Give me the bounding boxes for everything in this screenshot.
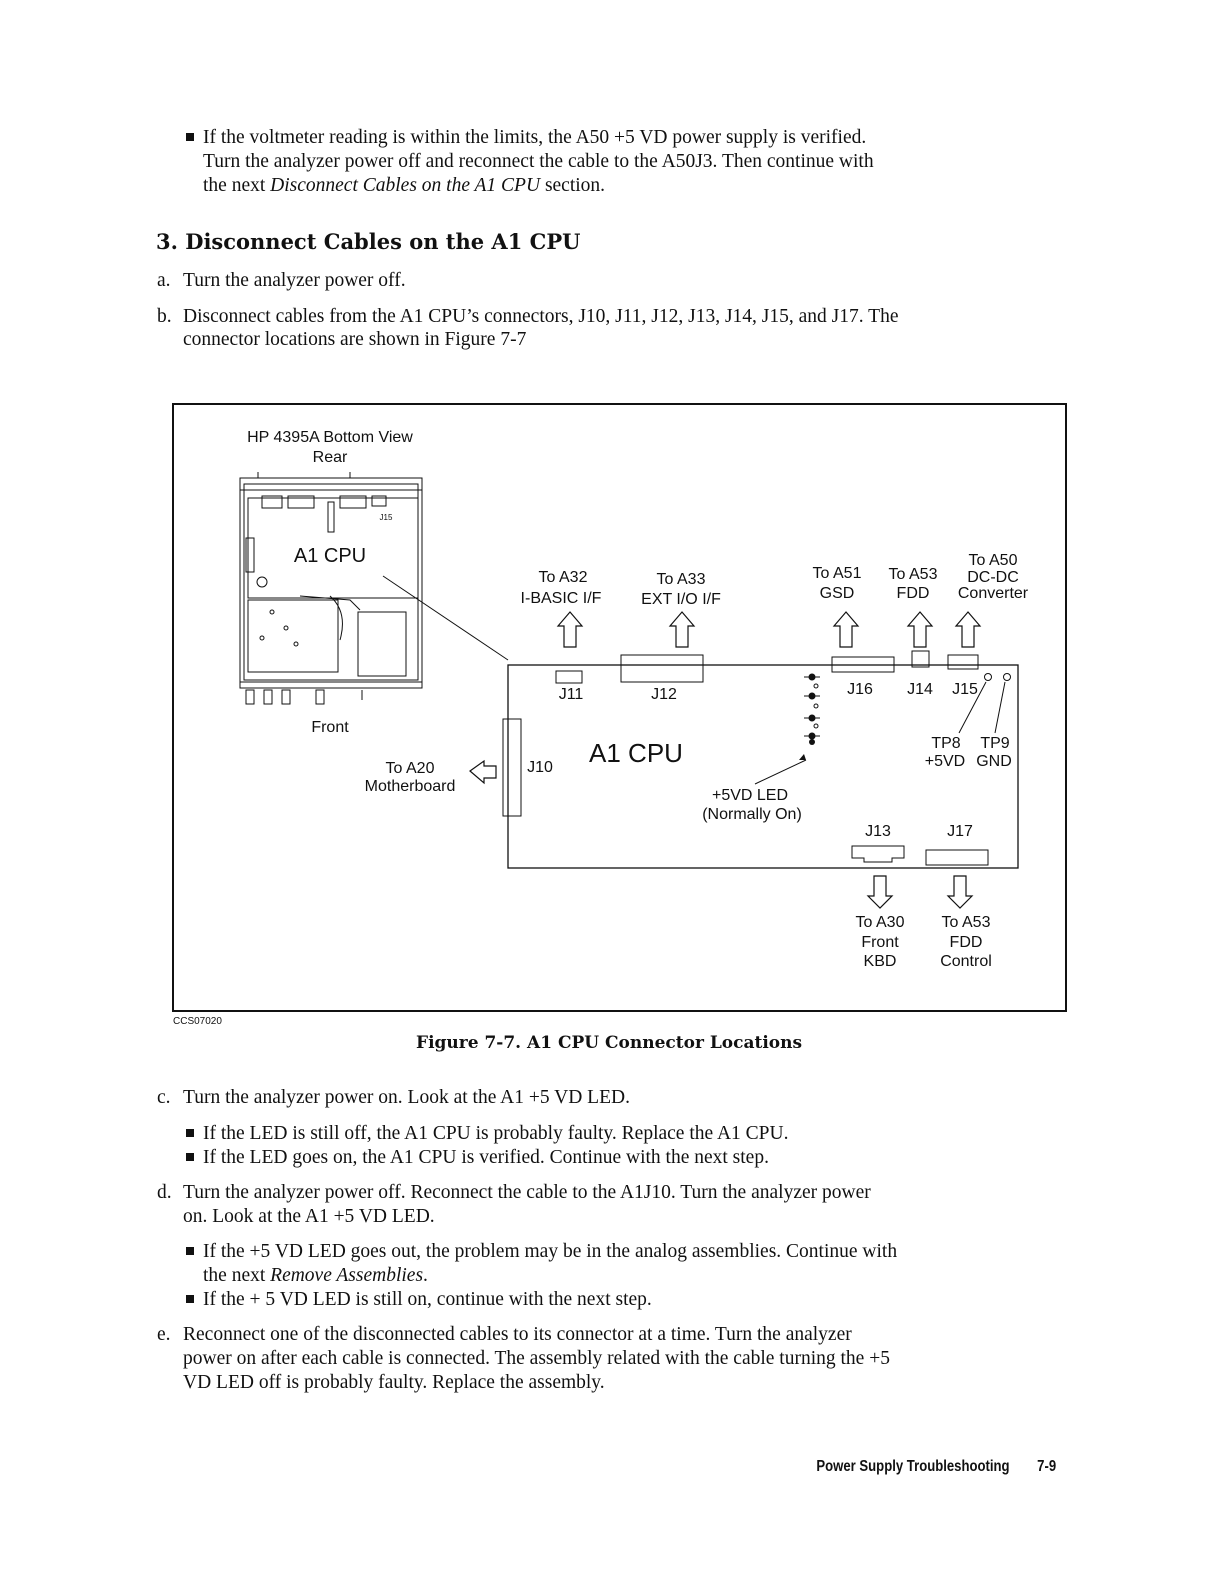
step-c-bullet-2: If the LED goes on, the A1 CPU is verified. Continue with the next step.	[203, 1147, 769, 1168]
up-arrows	[558, 612, 980, 647]
step-e-line-2: power on after each cable is connected. The assembly related with the cable turning the +5	[183, 1348, 890, 1369]
down-arrow-a30-icon	[868, 876, 892, 908]
to-a20-label: To A20	[385, 760, 435, 777]
tp8-label: TP8	[931, 735, 961, 752]
step-d-line-2: on. Look at the A1 +5 VD LED.	[183, 1206, 435, 1227]
front-kbd-label-1: Front	[861, 934, 899, 951]
step-b-line-2: connector locations are shown in Figure 7-7	[183, 329, 527, 350]
led-callout-line	[755, 760, 806, 784]
bullet-icon	[186, 1129, 194, 1137]
step-c-bullet-1: If the LED is still off, the A1 CPU is probably faulty. Replace the A1 CPU.	[203, 1123, 789, 1144]
gsd-label: GSD	[819, 585, 855, 602]
to-a33-label: To A33	[656, 571, 706, 588]
step-c-text: Turn the analyzer power on. Look at the A1 +5 VD LED.	[183, 1087, 630, 1108]
intro-line-3-post: section.	[540, 175, 606, 196]
up-arrow-a32-icon	[558, 612, 582, 647]
dcdc-label: DC-DC	[967, 569, 1019, 586]
step-e-line-3: VD LED off is probably faulty. Replace the assembly.	[183, 1372, 605, 1393]
step-d-bullet-2: If the + 5 VD LED is still on, continue with the next step.	[203, 1289, 652, 1310]
callout-line	[383, 576, 508, 660]
intro-line-2: Turn the analyzer power off and reconnect the cable to the A50J3. Then continue with	[203, 151, 874, 172]
mini-j15-label: J15	[379, 513, 393, 522]
footer-page-number: 7-9	[1037, 1458, 1056, 1475]
motherboard-label: Motherboard	[364, 778, 456, 795]
ibasic-label: I-BASIC I/F	[520, 590, 602, 607]
step-b-letter: b.	[157, 306, 172, 327]
step-e-letter: e.	[157, 1324, 171, 1345]
step-d-bullet-1-pre: the next	[203, 1265, 271, 1286]
up-arrow-a50-icon	[956, 612, 980, 647]
up-arrow-a33-icon	[670, 612, 694, 647]
j10-connector	[503, 719, 521, 816]
bullet-icon	[186, 1247, 194, 1255]
led-normally-on-label: (Normally On)	[702, 806, 802, 823]
tp8-point	[985, 674, 992, 681]
mini-a1cpu-label: A1 CPU	[293, 545, 367, 567]
intro-line-3-pre: the next	[203, 175, 271, 196]
led-callout-arrowhead	[799, 754, 806, 760]
view-title: HP 4395A Bottom View	[247, 429, 413, 446]
down-arrows	[868, 876, 972, 908]
view-front-label: Front	[311, 719, 349, 736]
to-a50-label: To A50	[968, 552, 1018, 569]
j10-label: J10	[527, 759, 553, 776]
to-a51-label: To A51	[812, 565, 862, 582]
fdd-bottom-label: FDD	[949, 934, 983, 951]
to-a53-top-label: To A53	[888, 566, 938, 583]
step-a-text: Turn the analyzer power off.	[183, 270, 406, 291]
bullet-icon	[186, 1295, 194, 1303]
tp9-callout-line	[995, 682, 1005, 733]
to-a53-bottom-label: To A53	[941, 914, 991, 931]
ext-io-label: EXT I/O I/F	[641, 591, 721, 608]
j15-label: J15	[952, 681, 978, 698]
converter-label: Converter	[957, 585, 1029, 602]
figure-code: CCS07020	[173, 1016, 222, 1027]
led-array	[804, 674, 820, 746]
kbd-label: KBD	[863, 953, 897, 970]
step-d-bullet-1-post: .	[423, 1265, 428, 1286]
instrument-bottom-view-drawing	[240, 472, 422, 704]
step-c-letter: c.	[157, 1087, 171, 1108]
plus5vd-label: +5VD	[924, 753, 966, 770]
led-label: +5VD LED	[711, 787, 789, 804]
j13-label: J13	[865, 823, 891, 840]
up-arrow-a53-icon	[908, 612, 932, 647]
j11-connector	[556, 671, 582, 683]
section-title: 3. Disconnect Cables on the A1 CPU	[156, 229, 581, 254]
board-a1cpu-label: A1 CPU	[589, 738, 683, 768]
j13-connector	[852, 846, 904, 862]
intro-line-1: If the voltmeter reading is within the limits, the A50 +5 VD power supply is verified.	[203, 127, 867, 148]
tp9-point	[1004, 674, 1011, 681]
fdd-top-label: FDD	[896, 585, 930, 602]
to-a32-label: To A32	[538, 569, 588, 586]
left-arrow-a20-icon	[470, 761, 496, 783]
control-label: Control	[940, 953, 992, 970]
j17-connector	[926, 850, 988, 865]
to-a30-label: To A30	[855, 914, 905, 931]
step-e-line-1: Reconnect one of the disconnected cables to its connector at a time. Turn the analyzer	[183, 1324, 852, 1345]
figure-caption: Figure 7-7. A1 CPU Connector Locations	[416, 1033, 803, 1053]
j12-connector	[621, 655, 703, 682]
down-arrow-a53-icon	[948, 876, 972, 908]
step-d-bullet-1-line-1: If the +5 VD LED goes out, the problem may be in the analog assemblies. Continue with	[203, 1241, 898, 1262]
step-d-letter: d.	[157, 1182, 172, 1203]
view-rear-label: Rear	[312, 449, 348, 466]
intro-section-reference: Disconnect Cables on the A1 CPU	[270, 175, 541, 196]
footer-title: Power Supply Troubleshooting	[816, 1458, 1010, 1475]
up-arrow-a51-icon	[834, 612, 858, 647]
j14-label: J14	[907, 681, 933, 698]
step-d-line-1: Turn the analyzer power off. Reconnect the cable to the A1J10. Turn the analyzer power	[183, 1182, 871, 1203]
j17-label: J17	[947, 823, 973, 840]
step-b-line-1: Disconnect cables from the A1 CPU’s connectors, J10, J11, J12, J13, J14, J15, and J17. The	[183, 306, 899, 327]
j16-label: J16	[847, 681, 873, 698]
tp9-label: TP9	[980, 735, 1010, 752]
j15-connector	[948, 655, 978, 669]
remove-assemblies-reference: Remove Assemblies	[270, 1265, 424, 1286]
gnd-label: GND	[976, 753, 1012, 770]
step-d-bullet-1-line-2	[203, 1264, 428, 1288]
j12-label: J12	[651, 686, 677, 703]
bullet-icon	[186, 1153, 194, 1161]
j11-label: J11	[558, 686, 584, 703]
step-a-letter: a.	[157, 270, 171, 291]
